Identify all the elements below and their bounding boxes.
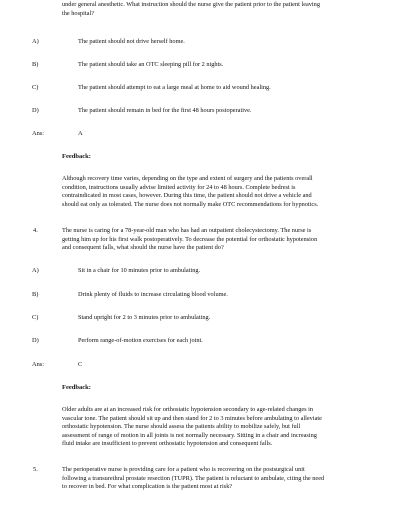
feedback-paragraph	[62, 406, 382, 449]
stem-line: The nurse is caring for a 78-year-old man who has had an outpatient cholecystectomy. The nurse is	[62, 227, 312, 234]
option-letter: A)	[32, 38, 39, 45]
feedback-paragraph	[62, 175, 382, 209]
answer-value: A	[78, 130, 83, 137]
question-stem	[62, 466, 324, 492]
feedback-line: assessment of range of motion in all joints is not normally necessary. Sitting in a chair and increasing	[62, 431, 317, 439]
question-stem-continued	[62, 1, 320, 18]
stem-line: following a transurethral prostate resection (TUPR). The patient is reluctant to ambulate, citing the need	[62, 474, 325, 482]
option-text: The patient should take an OTC sleeping pill for 2 nights.	[78, 61, 224, 68]
feedback-line: vascular tone. The patient should sit up and then stand for 2 to 3 minutes before ambulating to alleviate	[62, 414, 322, 422]
question-stem	[62, 227, 317, 253]
option-text: Drink plenty of fluids to increase circulating blood volume.	[78, 291, 228, 298]
question-number: 5.	[33, 466, 38, 473]
option-letter: C)	[32, 84, 39, 91]
stem-line: and consequent falls, what should the nurse have the patient do?	[62, 244, 224, 252]
feedback-line: Although recovery time varies, depending on the type and extent of surgery and the patients overall	[62, 175, 313, 182]
stem-line: The perioperative nurse is providing care for a patient who is recovering on the postsurgical unit	[62, 466, 305, 473]
option-text: The patient should attempt to eat a large meal at home to aid wound healing.	[78, 84, 271, 91]
feedback-heading: Feedback:	[62, 384, 91, 391]
feedback-heading: Feedback:	[62, 153, 91, 160]
option-letter: B)	[32, 291, 39, 298]
option-letter: D)	[32, 107, 39, 114]
answer-value: C	[78, 361, 83, 368]
stem-line: under general anesthetic. What instruction should the nurse give the patient prior to the patient leaving	[62, 1, 320, 8]
option-letter: B)	[32, 61, 39, 68]
feedback-line: Older adults are at an increased risk for orthostatic hypotension secondary to age-related changes in	[62, 406, 314, 413]
option-text: The patient should not drive herself home.	[78, 38, 185, 45]
answer-label: Ans:	[32, 361, 45, 368]
answer-label: Ans:	[32, 130, 45, 137]
feedback-line: fluid intake are insufficient to prevent orthostatic hypotension and consequent falls.	[62, 440, 273, 448]
feedback-line: should eat only as tolerated. The nurse does not normally make OTC recommendations for hypnotics.	[62, 200, 319, 208]
question-number: 4.	[33, 227, 38, 234]
stem-line: getting him up for his first walk postoperatively. To decrease the potential for orthostatic hypotension	[62, 235, 318, 243]
feedback-line: orthostatic hypotension. The nurse should assess the patients ability to mobilize safely, but full	[62, 423, 301, 431]
stem-line: to recover in bed. For what complication is the patient most at risk?	[62, 483, 233, 491]
option-letter: A)	[32, 267, 39, 274]
option-text: The patient should remain in bed for the first 48 hours postoperative.	[78, 107, 252, 114]
option-letter: C)	[32, 314, 39, 321]
option-text: Stand upright for 2 to 3 minutes prior to ambulating.	[78, 314, 211, 321]
feedback-line: condition, instructions usually advise limited activity for 24 to 48 hours. Complete bedrest is	[62, 183, 296, 191]
stem-line: the hospital?	[62, 9, 95, 17]
option-text: Sit in a chair for 10 minutes prior to ambulating.	[78, 267, 201, 274]
option-letter: D)	[32, 337, 39, 344]
feedback-line: contraindicated in most cases, however. During this time, the patient should not drive a vehicle and	[62, 192, 312, 200]
option-text: Perform range-of-motion exercises for each joint.	[78, 337, 203, 344]
